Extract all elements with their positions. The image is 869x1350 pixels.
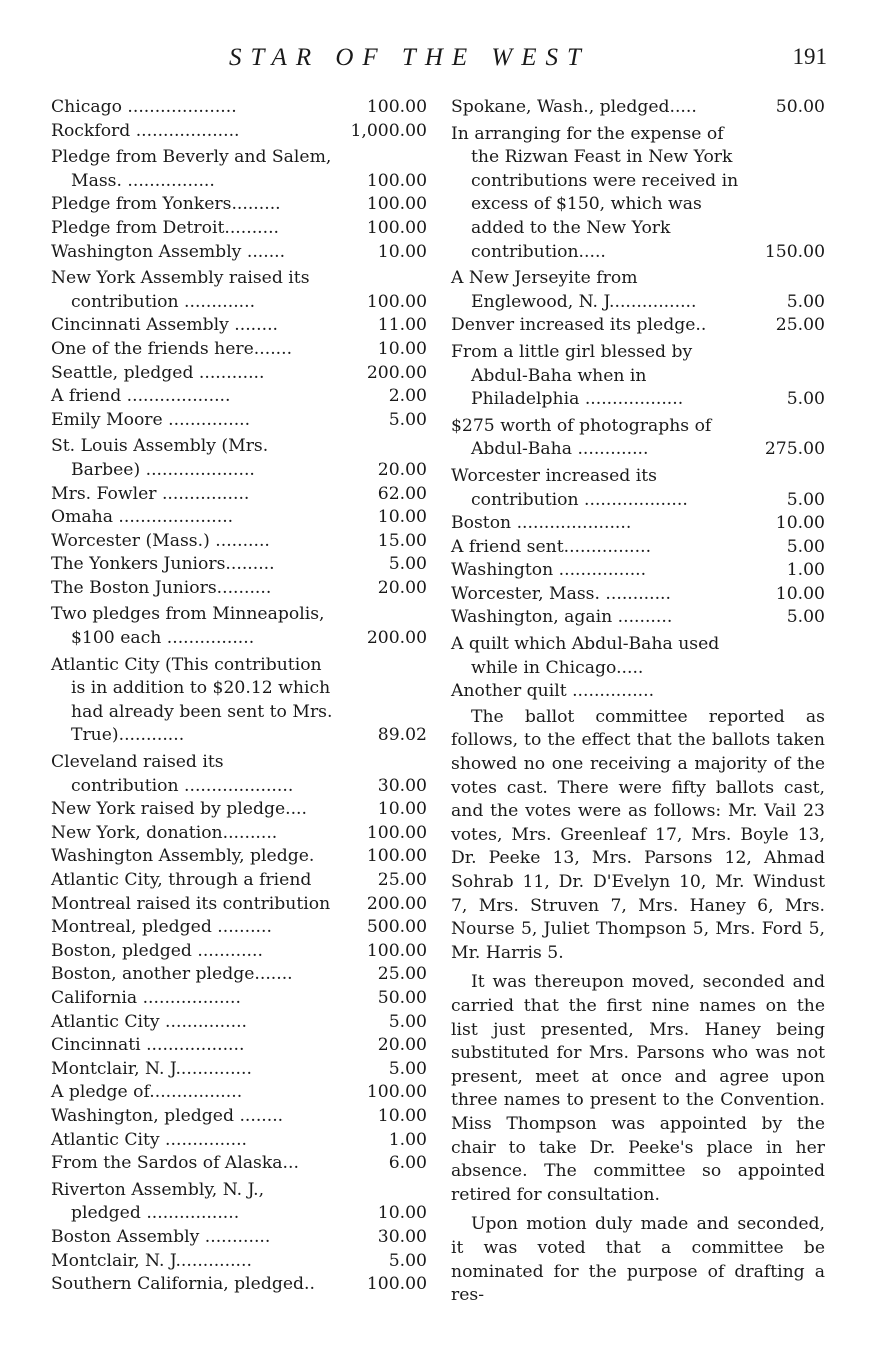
entry-description: Pledge from Detroit.......... — [51, 217, 280, 238]
entry-description: Worcester (Mass.) .......... — [51, 530, 270, 551]
paragraph: The ballot committee reported as follows, to the effect that the ballots taken showed no one receiving a majority of the votes cast. There were fifty ballots cast, and the votes were as follows: Mr. Vail 23 votes, Mrs. Greenleaf 17, Mrs. Boyle 13, Dr. Peeke 13, Mrs. Parsons 12, Ahmad Sohrab 11, Dr. D'Evelyn 10, Mr. Windust 7, Mrs. Struven 7, Mrs. Haney 6, Mrs. Nourse 5, Juliet Thompson 5, Mrs. Ford 5, Mr. Harris 5. — [451, 706, 825, 963]
entry-description: Atlantic City, through a friend — [51, 870, 312, 890]
entry-description: Denver increased its pledge.. — [451, 315, 707, 336]
entry-amount: 2.00 — [388, 386, 427, 407]
contribution-entry — [51, 1034, 427, 1058]
entry-description: Washington Assembly ....... — [51, 241, 286, 262]
contribution-entry — [51, 1273, 427, 1297]
entry-description: Worcester, Mass. ............ — [451, 583, 671, 604]
contribution-entry — [51, 314, 427, 338]
entry-amount: 1,000.00 — [350, 120, 427, 141]
right-entries-list — [451, 96, 825, 704]
contribution-entry — [51, 845, 427, 869]
contribution-entry — [451, 512, 825, 536]
entry-amount: 100.00 — [366, 846, 427, 867]
entry-amount: 20.00 — [377, 577, 427, 598]
entry-amount: 20.00 — [377, 1035, 427, 1056]
entry-amount: 1.00 — [388, 1129, 427, 1150]
entry-amount: 5.00 — [786, 607, 825, 628]
paragraph: Upon motion duly made and seconded, it was voted that a committee be nominated for the purpose of drafting a res- — [451, 1214, 825, 1306]
entry-amount: 100.00 — [366, 194, 427, 215]
entry-amount: 5.00 — [388, 1058, 427, 1079]
entry-description: A friend sent................ — [451, 536, 652, 557]
entry-amount: 500.00 — [366, 917, 427, 938]
entry-description: Boston, another pledge....... — [51, 964, 293, 985]
contribution-entry — [451, 536, 825, 560]
contribution-entry — [451, 633, 825, 680]
entry-description: Boston, pledged ............ — [51, 940, 263, 961]
journal-title: STAR OF THE WEST — [229, 44, 590, 71]
entry-amount: 1.00 — [786, 560, 825, 581]
entry-description: Pledge from Yonkers......... — [51, 194, 281, 215]
contribution-entry — [51, 798, 427, 822]
entry-amount: 5.00 — [388, 409, 427, 430]
contribution-entry — [51, 987, 427, 1011]
entry-amount: 25.00 — [377, 870, 427, 890]
entry-amount: 100.00 — [366, 217, 427, 238]
entry-amount: 30.00 — [377, 1226, 427, 1247]
entry-amount: 5.00 — [786, 291, 825, 312]
entry-description: From a little girl blessed by Abdul-Baha when in Philadelphia .................. — [451, 341, 693, 410]
contribution-entry — [51, 506, 427, 530]
entry-description: Rockford ................... — [51, 120, 240, 141]
contribution-entry — [51, 338, 427, 362]
entry-description: Montreal, pledged .......... — [51, 917, 272, 938]
page-header — [0, 44, 869, 78]
entry-description: The Boston Juniors.......... — [51, 577, 272, 598]
contribution-entry — [51, 267, 427, 314]
entry-description: Omaha ..................... — [51, 507, 234, 528]
contribution-entry — [51, 1105, 427, 1129]
contribution-entry — [51, 751, 427, 798]
contribution-entry — [51, 385, 427, 409]
entry-amount: 100.00 — [366, 1274, 427, 1295]
entry-amount: 200.00 — [366, 362, 427, 383]
entry-amount: 100.00 — [366, 291, 427, 312]
contribution-entry — [51, 940, 427, 964]
contribution-entry — [51, 1011, 427, 1035]
contribution-entry — [51, 241, 427, 265]
entry-description: Atlantic City (This contribution is in addition to $20.12 which had already been sent to Mrs. True)............ — [51, 654, 333, 746]
entry-description: Washington ................ — [451, 560, 647, 581]
entry-description: Atlantic City ............... — [51, 1011, 248, 1032]
contribution-entry — [51, 1179, 427, 1226]
contribution-entry — [451, 123, 825, 265]
entry-description: Montreal raised its contribution — [51, 893, 331, 914]
entry-description: Cleveland raised its contribution .................... — [51, 752, 294, 796]
page-number: 191 — [792, 44, 827, 69]
contribution-entry — [51, 483, 427, 507]
contribution-entry — [51, 1129, 427, 1153]
entry-description: Spokane, Wash., pledged..... — [451, 97, 697, 117]
entry-description: Southern California, pledged.. — [51, 1274, 315, 1295]
entry-amount: 5.00 — [388, 554, 427, 575]
entry-amount: 5.00 — [786, 489, 825, 510]
contribution-entry — [451, 314, 825, 338]
entry-amount: 10.00 — [377, 1203, 427, 1224]
right-column — [451, 96, 825, 1308]
entry-description: Washington Assembly, pledge. — [51, 846, 315, 867]
entry-amount: 11.00 — [377, 315, 427, 336]
contribution-entry — [451, 465, 825, 512]
entry-amount: 100.00 — [366, 97, 427, 117]
contribution-entry — [451, 606, 825, 630]
contribution-entry — [51, 96, 427, 120]
entry-amount: 100.00 — [366, 940, 427, 961]
entry-description: Seattle, pledged ............ — [51, 362, 265, 383]
entry-amount: 25.00 — [775, 315, 825, 336]
entry-description: Another quilt ............... — [451, 681, 655, 702]
entry-description: New York Assembly raised its contribution ............. — [51, 268, 310, 312]
entry-amount: 10.00 — [377, 338, 427, 359]
contribution-entry — [51, 409, 427, 433]
contribution-entry — [51, 1152, 427, 1176]
entry-amount: 30.00 — [377, 775, 427, 796]
entry-description: $275 worth of photographs of Abdul-Baha ............. — [451, 415, 712, 460]
entry-amount: 10.00 — [775, 583, 825, 604]
entry-amount: 50.00 — [377, 987, 427, 1008]
contribution-entry — [451, 267, 825, 314]
entry-amount: 10.00 — [377, 507, 427, 528]
contribution-entry — [51, 603, 427, 650]
contribution-entry — [51, 1058, 427, 1082]
entry-description: New York, donation.......... — [51, 822, 278, 843]
contribution-entry — [51, 217, 427, 241]
entry-description: Emily Moore ............... — [51, 409, 251, 430]
contribution-entry — [51, 577, 427, 601]
entry-amount: 5.00 — [786, 389, 825, 410]
entry-description: St. Louis Assembly (Mrs. Barbee) .................... — [51, 436, 269, 480]
contribution-entry — [51, 893, 427, 917]
contribution-entry — [51, 963, 427, 987]
entry-description: Boston ..................... — [451, 513, 632, 534]
entry-amount: 89.02 — [377, 725, 427, 746]
entry-description: A quilt which Abdul-Baha used while in Chicago..... — [451, 634, 720, 678]
entry-amount: 5.00 — [388, 1250, 427, 1271]
entry-description: Washington, again .......... — [451, 607, 673, 628]
entry-description: A New Jerseyite from Englewood, N. J................ — [451, 268, 697, 312]
entry-amount: 100.00 — [366, 822, 427, 843]
entry-amount: 275.00 — [764, 439, 825, 460]
contribution-entry — [451, 96, 825, 120]
entry-description: Cincinnati Assembly ........ — [51, 315, 278, 336]
contribution-entry — [51, 1081, 427, 1105]
entry-amount: 100.00 — [366, 170, 427, 191]
entry-description: Boston Assembly ............ — [51, 1226, 271, 1247]
entry-amount: 25.00 — [377, 964, 427, 985]
contribution-entry — [51, 362, 427, 386]
contribution-entry — [51, 553, 427, 577]
entry-amount: 10.00 — [377, 241, 427, 262]
contribution-entry — [51, 193, 427, 217]
paragraph: It was thereupon moved, seconded and carried that the first nine names on the list just presented, Mrs. Haney being substituted for Mrs. Parsons who was not present, meet at once and agree upon three names to present to the Convention. Miss Thompson was appointed by the chair to take Dr. Peeke's place in her absence. The committee so appointed retired for consultation. — [451, 972, 825, 1205]
entry-amount: 50.00 — [775, 97, 825, 117]
entry-description: From the Sardos of Alaska... — [51, 1153, 299, 1174]
contribution-entry — [51, 654, 427, 748]
entry-amount: 100.00 — [366, 1082, 427, 1103]
entry-description: Montclair, N. J.............. — [51, 1250, 252, 1271]
entry-amount: 5.00 — [786, 536, 825, 557]
contribution-entry — [451, 559, 825, 583]
contribution-entry — [51, 435, 427, 482]
contribution-entry — [51, 120, 427, 144]
contribution-entry — [451, 415, 825, 462]
entry-description: Pledge from Beverly and Salem, Mass. ................ — [51, 147, 332, 191]
entry-description: Atlantic City ............... — [51, 1129, 248, 1150]
entry-description: Cincinnati .................. — [51, 1035, 245, 1056]
entry-description: A pledge of................. — [51, 1082, 243, 1103]
contribution-entry — [51, 916, 427, 940]
contribution-entry — [51, 1226, 427, 1250]
entry-description: In arranging for the expense of the Rizwan Feast in New York contributions were received in excess of $150, which was added to the New York contribution..... — [451, 123, 739, 262]
entry-amount: 10.00 — [377, 1105, 427, 1126]
entry-amount: 200.00 — [366, 628, 427, 649]
entry-amount: 10.00 — [377, 799, 427, 820]
entry-amount: 5.00 — [388, 1011, 427, 1032]
entry-description: Worcester increased its contribution ................... — [451, 465, 688, 510]
entry-description: The Yonkers Juniors......... — [51, 554, 275, 575]
entry-description: California .................. — [51, 987, 241, 1008]
entry-amount: 150.00 — [764, 241, 825, 262]
entry-amount: 62.00 — [377, 483, 427, 504]
entry-description: Montclair, N. J.............. — [51, 1058, 252, 1079]
contribution-entry — [451, 341, 825, 412]
contribution-entry — [51, 869, 427, 893]
contribution-entry — [51, 530, 427, 554]
entry-amount: 15.00 — [377, 530, 427, 551]
entry-description: One of the friends here....... — [51, 338, 293, 359]
entry-description: Chicago .................... — [51, 97, 237, 117]
contribution-entry — [451, 680, 825, 704]
left-column — [51, 96, 427, 1297]
entry-amount: 200.00 — [366, 893, 427, 914]
entry-description: Mrs. Fowler ................ — [51, 483, 250, 504]
entry-amount: 6.00 — [388, 1153, 427, 1174]
entry-description: Washington, pledged ........ — [51, 1105, 284, 1126]
entry-description: A friend ................... — [51, 386, 231, 407]
body-text — [451, 706, 825, 1308]
entry-amount: 10.00 — [775, 513, 825, 534]
contribution-entry — [51, 1250, 427, 1274]
entry-description: Two pledges from Minneapolis, $100 each ................ — [51, 604, 325, 649]
entry-amount: 20.00 — [377, 459, 427, 480]
contribution-entry — [451, 583, 825, 607]
contribution-entry — [51, 822, 427, 846]
contribution-entry — [51, 146, 427, 193]
entry-description: Riverton Assembly, N. J., pledged ................. — [51, 1179, 265, 1224]
entry-description: New York raised by pledge.... — [51, 799, 307, 820]
